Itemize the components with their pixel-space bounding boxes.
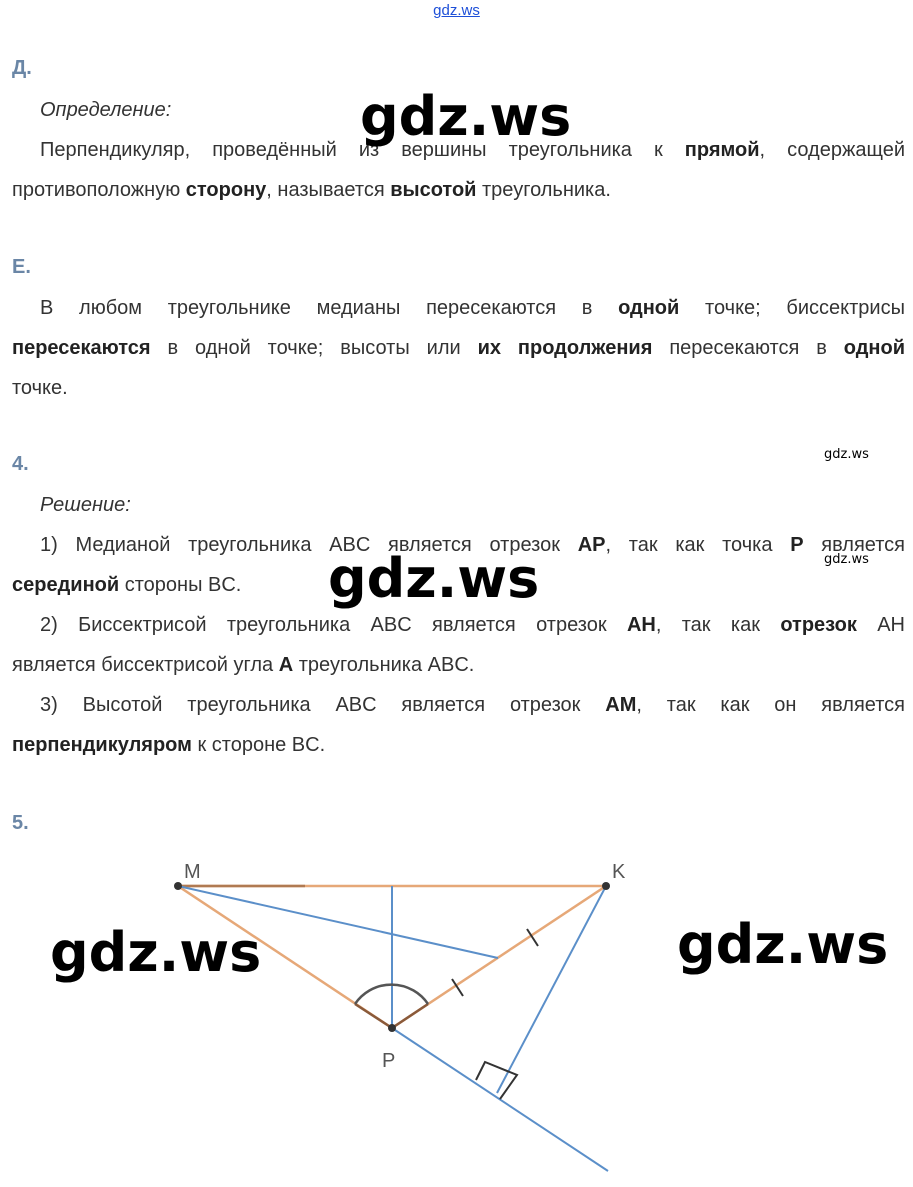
- definition-line-1: Перпендикуляр, проведённый из вершины треугольника к прямой, содержащей: [40, 139, 905, 161]
- watermark-small-1: gdz.ws: [824, 447, 869, 462]
- vertex-m: [174, 882, 182, 890]
- theorem-line-1: В любом треугольнике медианы пересекаются в одной точке; биссектрисы: [40, 297, 905, 319]
- side-mp-emphasis: [355, 1004, 392, 1028]
- solution-2-line-2: является биссектрисой угла A треугольника ABC.: [12, 654, 475, 676]
- section-d-heading: Д.: [12, 57, 32, 79]
- watermark-3: gdz.ws: [50, 921, 262, 984]
- watermark-1: gdz.ws: [360, 85, 572, 148]
- label-k: K: [612, 861, 626, 883]
- solution-3-line-1: 3) Высотой треугольника ABC является отрезок AM, так как он является: [40, 694, 905, 716]
- theorem-line-2: пересекаются в одной точке; высоты или их продолжения пересекаются в одной: [12, 337, 905, 359]
- section-5-heading: 5.: [12, 812, 29, 834]
- label-m: M: [184, 861, 201, 883]
- definition-line-2: противоположную сторону, называется высотой треугольника.: [12, 179, 611, 201]
- vertex-p: [388, 1024, 396, 1032]
- side-pk-emphasis: [392, 1004, 428, 1028]
- watermark-top-link[interactable]: gdz.ws: [433, 2, 480, 19]
- solution-1-line-2: серединой стороны BC.: [12, 574, 242, 596]
- section-e-heading: Е.: [12, 256, 31, 278]
- theorem-line-3: точке.: [12, 377, 68, 399]
- altitude-k: [497, 886, 606, 1093]
- watermark-small-2: gdz.ws: [824, 552, 869, 567]
- solution-3-line-2: перпендикуляром к стороне BC.: [12, 734, 326, 756]
- watermark-4: gdz.ws: [677, 913, 889, 976]
- solution-1-line-1: 1) Медианой треугольника ABC является отрезок AP, так как точка P является: [40, 534, 905, 556]
- extension-mp: [392, 1028, 608, 1171]
- vertex-k: [602, 882, 610, 890]
- solution-2-line-1: 2) Биссектрисой треугольника ABC является отрезок AH, так как отрезок AH: [40, 614, 905, 636]
- section-4-heading: 4.: [12, 453, 29, 475]
- watermark-2: gdz.ws: [328, 547, 540, 610]
- definition-subtitle: Определение:: [40, 99, 172, 121]
- solution-subtitle: Решение:: [40, 494, 131, 516]
- label-p: P: [382, 1050, 396, 1072]
